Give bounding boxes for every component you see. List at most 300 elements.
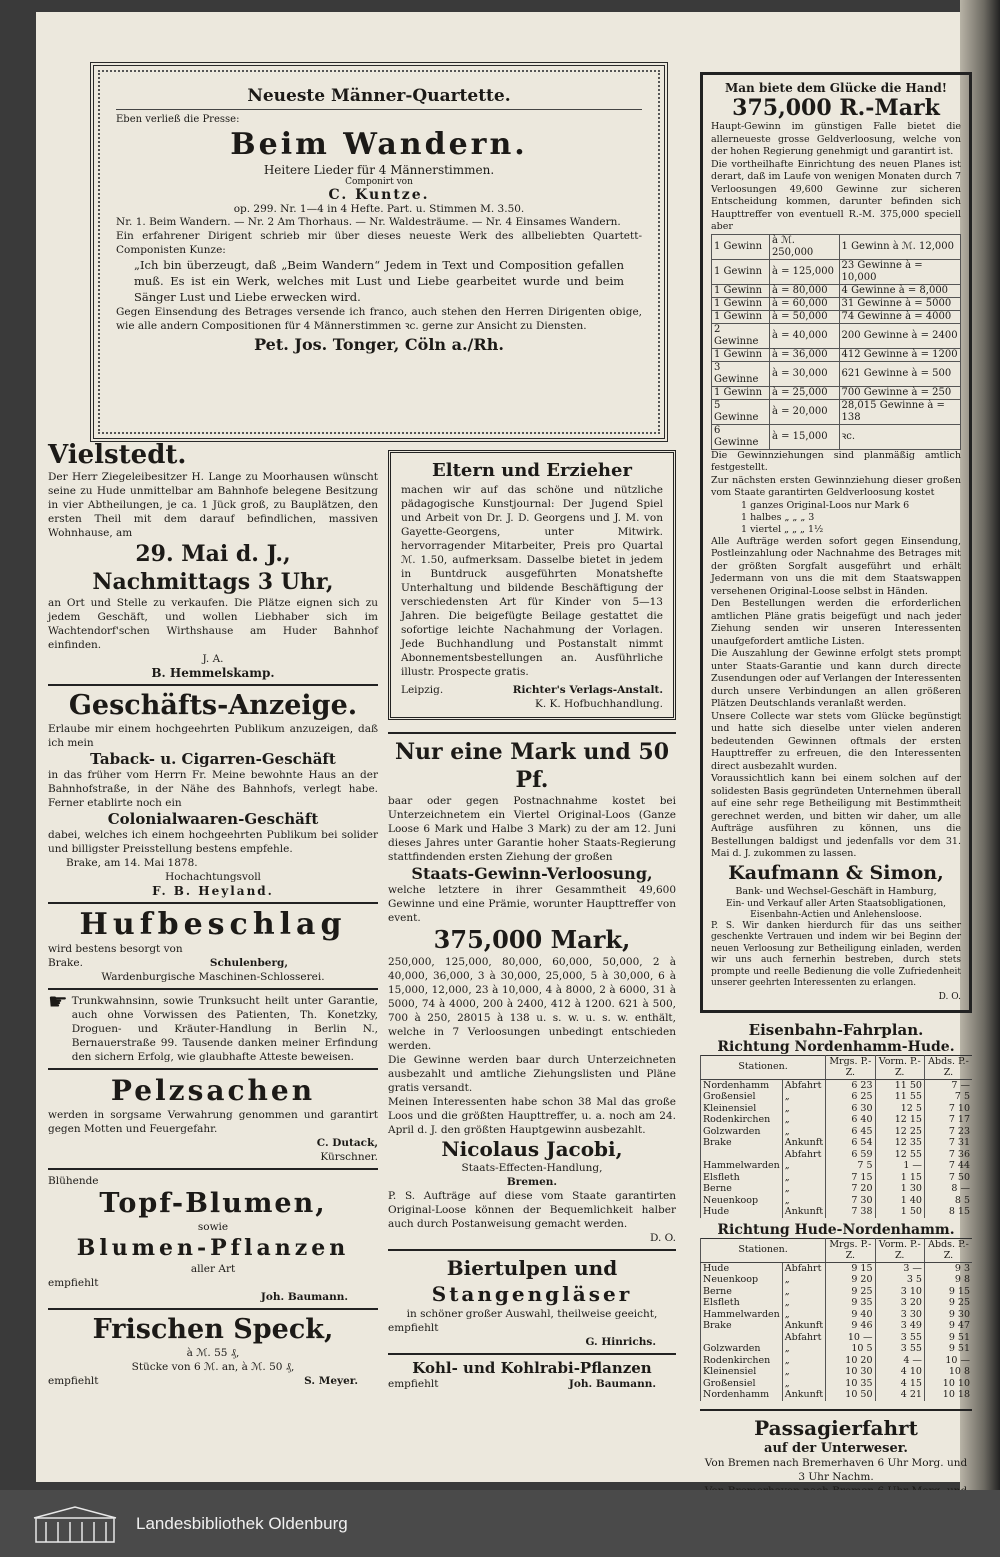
fahrplan <box>700 1021 972 1401</box>
speck-title: Frischen Speck, <box>92 1314 334 1345</box>
station-name: Berne <box>701 1286 783 1298</box>
arrival-departure: „ <box>782 1126 825 1138</box>
mark-text1: baar oder gegen Postnachnahme kostet bei Unterzeichnetem ein Viertel Original-Loos (Ganze Loose 6 Mark und Halbe 3 Mark) zu der am 12. Juni dieses Jahres unter Garantie hoher Staats-Regierung stattfindenden ersten Ziehung der großen <box>388 795 676 863</box>
arrival-departure: „ <box>782 1114 825 1126</box>
prize-cell: 200 Gewinne à = 2400 <box>839 323 960 348</box>
time-cell: 6 30 <box>826 1103 875 1115</box>
prize-cell: 700 Gewinne à = 250 <box>839 386 960 399</box>
divider <box>48 1308 378 1310</box>
arrival-departure: „ <box>782 1274 825 1286</box>
time-cell: 3 10 <box>875 1286 924 1298</box>
station-name: Berne <box>701 1183 783 1195</box>
prize-row <box>712 361 961 386</box>
time-cell: 10 — <box>924 1355 972 1367</box>
time-cell: 8 15 <box>924 1206 972 1218</box>
arrival-departure: Ankunft <box>782 1389 825 1401</box>
time-cell: 7 17 <box>924 1114 972 1126</box>
timetable-row <box>701 1114 973 1126</box>
fahrplan-dir2: Richtung Hude-Nordenhamm. <box>717 1221 955 1238</box>
timetable-row <box>701 1286 973 1298</box>
eltern-text: machen wir auf das schöne und nützliche pädagogische Kunstjournal: Der Jugend Spiel und Arbeit von Dr. J. D. Georgens und J. M. von Gayette-Georgens, unter Mitwirk. hervorragender Mitarbeiter, Preis pro Quartal ℳ. 1.50, aufmerksam. Dasselbe bietet in jedem in Buntdruck ausgeführten Monatshefte Unterhaltung und bildende Beschäftigung der verschiedensten Art für Kinder von 5—13 Jahren. Die beigefügte Beilage gestattet die sofortige leichte Nachahmung der Vorlagen. Jede Buchhandlung und Postanstalt nimmt Abonnementsbestellungen an. Ausführliche illustr. Prospecte gratis. <box>401 484 663 678</box>
arrival-departure: „ <box>782 1309 825 1321</box>
time-cell: 3 5 <box>875 1274 924 1286</box>
time-cell: 10 18 <box>924 1389 972 1401</box>
station-name: Kleinensiel <box>701 1366 783 1378</box>
vielstedt-text2: an Ort und Stelle zu verkaufen. Die Plätze eignen sich zu jedem Geschäft, und wollen Liebhaber sich im Wachtendorf'schen Wirthshause am Huder Bahnhof einfinden. <box>48 597 378 651</box>
col-stationen: Stationen. <box>701 1238 826 1262</box>
kohl-empf: empfiehlt <box>388 1378 439 1390</box>
pelz-title: Pelzsachen <box>110 1074 316 1107</box>
timetable-row <box>701 1262 973 1274</box>
blumen-pre: Blühende <box>48 1175 99 1187</box>
timetable-row <box>701 1389 973 1401</box>
prize-row <box>712 297 961 310</box>
kohl-title: Kohl- und Kohlrabi-Pflanzen <box>412 1359 652 1377</box>
lotterie-head: Man biete dem Glücke die Hand! <box>724 81 948 95</box>
prize-row <box>712 323 961 348</box>
col-abds: Abds. P.-Z. <box>924 1238 972 1262</box>
prize-cell: 4 Gewinne à = 8,000 <box>839 284 960 297</box>
prize-cell: 412 Gewinne à = 1200 <box>839 348 960 361</box>
divider <box>48 684 378 686</box>
timetable-row <box>701 1149 973 1161</box>
time-cell: 8 5 <box>924 1195 972 1207</box>
time-cell: 7 36 <box>924 1149 972 1161</box>
lotterie-text4: Zur nächsten ersten Gewinnziehung dieser großen vom Staate garantirten Geldverloosung kostet <box>711 474 961 498</box>
station-name: Hude <box>701 1206 783 1218</box>
station-name: Kleinensiel <box>701 1103 783 1115</box>
timetable-row <box>701 1274 973 1286</box>
station-name: Rodenkirchen <box>701 1114 783 1126</box>
timetable-row <box>701 1126 973 1138</box>
lotterie-prices <box>711 500 961 536</box>
arrival-departure: „ <box>782 1103 825 1115</box>
quartette-review-intro: Ein erfahrener Dirigent schrieb mir über dieses neueste Werk des allbeliebten Quartett-Componisten Kunze: <box>116 230 642 256</box>
pelz-sign: C. Dutack, <box>316 1137 378 1149</box>
timetable-row <box>701 1160 973 1172</box>
time-cell: 10 30 <box>826 1366 875 1378</box>
time-cell: 10 8 <box>924 1366 972 1378</box>
lotterie-text1: Haupt-Gewinn im günstigen Falle bietet die allerneueste grosse Geldverloosung, welche von der hohen Regierung genehmigt und garantirt ist. <box>711 121 961 157</box>
divider <box>388 1249 676 1251</box>
eltern-title: Eltern und Erzieher <box>432 460 632 481</box>
prize-cell: 74 Gewinne à = 4000 <box>839 310 960 323</box>
geschaeft-text1: Erlaube mir einem hochgeehrten Publikum anzuzeigen, daß ich mein <box>48 723 378 749</box>
prize-cell: à = 36,000 <box>769 348 839 361</box>
lotterie-text5: Alle Aufträge werden sofort gegen Einsendung, Postleinzahlung oder Nachnahme des Betrages mit der größten Sorgfalt ausgeführt und erhält Jedermann von uns die mit dem Staatswappen versehenen Original-Loose selbst in Händen. <box>711 535 961 597</box>
hufbeschlag-ad <box>48 908 378 984</box>
station-name: Großensiel <box>701 1091 783 1103</box>
speck-line2: Stücke von 6 ℳ. an, à ℳ. 50 ₰, <box>131 1361 295 1373</box>
column-left <box>48 440 378 1388</box>
blumen-title2: Blumen-Pflanzen <box>76 1235 350 1261</box>
speck-sign: S. Meyer. <box>304 1375 358 1387</box>
station-name: Golzwarden <box>701 1126 783 1138</box>
prize-cell: 621 Gewinne à = 500 <box>839 361 960 386</box>
arrival-departure: Abfahrt <box>782 1332 825 1344</box>
blumen-sub: aller Art <box>190 1263 236 1275</box>
time-cell: 7 — <box>924 1079 972 1091</box>
prize-cell: 1 Gewinn <box>712 259 770 284</box>
speck-empf: empfiehlt <box>48 1375 99 1387</box>
timetable-row <box>701 1355 973 1367</box>
column-middle <box>388 440 676 1391</box>
station-name: Elsfleth <box>701 1172 783 1184</box>
time-cell: 9 30 <box>924 1309 972 1321</box>
arrival-departure: „ <box>782 1172 825 1184</box>
time-cell: 12 25 <box>875 1126 924 1138</box>
prize-cell: à = 40,000 <box>769 323 839 348</box>
time-cell: 3 55 <box>875 1343 924 1355</box>
arrival-departure: Abfahrt <box>782 1149 825 1161</box>
prize-cell: ꝛc. <box>839 424 960 449</box>
vielstedt-sign: B. Hemmelskamp. <box>151 666 275 680</box>
timetable-row <box>701 1206 973 1218</box>
bier-ad <box>388 1255 676 1349</box>
prize-cell: 6 Gewinne <box>712 424 770 449</box>
geschaeft-text3: dabei, welches ich einem hochgeehrten Publikum bei solider und billigster Preisstellung bestens empfehle. <box>48 829 378 855</box>
time-cell: 12 55 <box>875 1149 924 1161</box>
time-cell: 9 3 <box>924 1262 972 1274</box>
time-cell: 7 50 <box>924 1172 972 1184</box>
timetable-row <box>701 1091 973 1103</box>
arrival-departure: „ <box>782 1366 825 1378</box>
arrival-departure: „ <box>782 1286 825 1298</box>
timetable-row <box>701 1297 973 1309</box>
timetable-row <box>701 1172 973 1184</box>
geschaeft-shop: Taback- u. Cigarren-Geschäft <box>90 750 336 768</box>
time-cell: 10 50 <box>826 1389 875 1401</box>
time-cell: 1 30 <box>875 1183 924 1195</box>
timetable-row <box>701 1320 973 1332</box>
vielstedt-text1: Der Herr Ziegeleibesitzer H. Lange zu Moorhausen wünscht seine zu Hude unmittelbar am Bahnhofe belegene Besitzung in vier Abtheilungen, je ca. 1 Jück groß, zu Bauplätzen, den ersten Theil mit dem darauf befindlichen, massiven Wohnhause, am <box>48 471 378 539</box>
eltern-ad <box>388 450 676 720</box>
lotterie-text2: Die vortheilhafte Einrichtung des neuen Planes ist derart, daß im Laufe von wenigen Monaten durch 7 Verloosungen 49,600 Gewinne zur sicheren Entscheidung kommen, darunter befinden sich Haupttreffer von eventuell R.-M. 375,000 speciell aber <box>711 158 961 232</box>
mark-text5: Meinen Interessenten habe schon 38 Mal das große Loos und die größten Haupttreffer, u. a. noch am 24. April d. J. den größten Hauptgewinn ausbezahlt. <box>388 1096 676 1136</box>
prize-cell: 1 Gewinn <box>712 297 770 310</box>
station-name: Hammelwarden <box>701 1160 783 1172</box>
quartette-numbers: Nr. 1. Beim Wandern. — Nr. 2 Am Thorhaus. — Nr. Waldesträume. — Nr. 4 Einsames Wandern. <box>116 216 621 228</box>
geschaeft-ad <box>48 690 378 898</box>
passagier-title: Passagierfahrt <box>754 1415 918 1440</box>
time-cell: 9 8 <box>924 1274 972 1286</box>
time-cell: 8 — <box>924 1183 972 1195</box>
arrival-departure: „ <box>782 1355 825 1367</box>
vielstedt-place: Vielstedt. <box>48 440 187 470</box>
price-line: 1 ganzes Original-Loos nur Mark 6 <box>741 499 910 511</box>
prize-cell: 1 Gewinn <box>712 234 770 259</box>
prize-row <box>712 424 961 449</box>
timetable-row <box>701 1332 973 1344</box>
kohl-sign: Joh. Baumann. <box>568 1378 656 1390</box>
prize-table <box>711 234 961 450</box>
station-name <box>701 1332 783 1344</box>
blumen-ad <box>48 1174 378 1304</box>
time-cell: 7 30 <box>826 1195 875 1207</box>
time-cell: 7 15 <box>826 1172 875 1184</box>
station-name: Nordenhamm <box>701 1389 783 1401</box>
arrival-departure: Ankunft <box>782 1320 825 1332</box>
prize-cell: à = 20,000 <box>769 399 839 424</box>
station-name: Neuenkoop <box>701 1274 783 1286</box>
timetable-row <box>701 1366 973 1378</box>
vielstedt-time: Nachmittags 3 Uhr, <box>92 569 334 595</box>
lotterie-text9: Voraussichtlich kann bei einem solchen auf der solidesten Basis gegründeten Unternehmen überall auf eine sehr rege Betheiligung mit Bestimmtheit gerechnet werden, und bitten wir daher, um alle Aufträge ausführen zu können, uns die Bestellungen baldigst und jedenfalls vor dem 31. Mai d. J. zukommen zu lassen. <box>711 773 961 859</box>
prize-row <box>712 284 961 297</box>
station-name: Nordenhamm <box>701 1079 783 1091</box>
prize-cell: 5 Gewinne <box>712 399 770 424</box>
divider <box>388 732 676 734</box>
lotterie-ad <box>700 72 972 1013</box>
hufbeschlag-sub: Wardenburgische Maschinen-Schlosserei. <box>101 971 325 983</box>
time-cell: 1 40 <box>875 1195 924 1207</box>
quartette-composer: C. Kuntze. <box>328 187 430 203</box>
col-abds: Abds. P.-Z. <box>924 1055 972 1079</box>
time-cell: 9 20 <box>826 1274 875 1286</box>
prize-cell: à = 15,000 <box>769 424 839 449</box>
station-name: Hude <box>701 1262 783 1274</box>
arrival-departure: Ankunft <box>782 1206 825 1218</box>
mark-ad <box>388 738 676 1245</box>
lotterie-sub: Bank- und Wechsel-Geschäft in Hamburg, <box>735 885 937 897</box>
time-cell: 10 — <box>826 1332 875 1344</box>
station-name: Brake <box>701 1137 783 1149</box>
arrival-departure: „ <box>782 1343 825 1355</box>
col-vorm: Vorm. P.-Z. <box>875 1238 924 1262</box>
eltern-place: Leipzig. <box>401 684 444 696</box>
prize-row <box>712 310 961 323</box>
geschaeft-text2: in das früher vom Herrn Fr. Meine bewohnte Haus an der Bahnhofstraße, in der Nähe des Bahnhofs, verlegt habe. Ferner etablirte noch ein <box>48 769 378 809</box>
passagier-line1: Von Bremen nach Bremerhaven 6 Uhr Morg. und 3 Uhr Nachm. <box>704 1456 968 1483</box>
quartette-subtitle: Heitere Lieder für 4 Männerstimmen. <box>263 163 495 177</box>
speck-line1: à ℳ. 55 ₰, <box>186 1347 240 1359</box>
mark-text2: welche letztere in ihrer Gesammtheit 49,600 Gewinne und eine Prämie, worunter Haupttreffer von event. <box>388 884 676 924</box>
time-cell: 6 54 <box>826 1137 875 1149</box>
lotterie-text7: Die Auszahlung der Gewinne erfolgt stets prompt unter Staats-Garantie und kann durch directe Zusendungen oder auf Verlangen der Interessenten durch unsere Verbindungen an allen größeren Plätzen Deutschlands veranlaßt werden. <box>711 648 961 709</box>
eltern-sign: Richter's Verlags-Anstalt. <box>512 684 663 696</box>
col-vorm: Vorm. P.-Z. <box>875 1055 924 1079</box>
prize-cell: 1 Gewinn <box>712 348 770 361</box>
pelz-sub: Kürschner. <box>320 1151 378 1163</box>
quartette-quote: „Ich bin überzeugt, daß „Beim Wandern“ Jedem in Text und Composition gefallen muß. Es ist ein Werk, welches mit Lust und Liebe gearbeitet wurde und beim Sänger Lust und Liebe erwecken wird. <box>134 258 624 304</box>
mark-text4: Die Gewinne werden baar durch Unterzeichneten ausbezahlt und amtliche Ziehungslisten und Pläne gratis versandt. <box>388 1054 676 1094</box>
prize-cell: 1 Gewinn <box>712 310 770 323</box>
lotterie-ps: P. S. Wir danken hierdurch für das uns seither geschenkte Vertrauen und indem wir bei Beginn der neuen Verloosung zur Betheiligung einladen, werden wir uns auch fernerhin bestreben, durch stets prompte und reelle Bedienung die volle Zufriedenheit unserer geehrten Interessenten zu erlangen. <box>711 920 961 988</box>
time-cell: 12 35 <box>875 1137 924 1149</box>
prize-cell: 28,015 Gewinne à = 138 <box>839 399 960 424</box>
time-cell: 6 40 <box>826 1114 875 1126</box>
timetable-row <box>701 1309 973 1321</box>
column-right <box>700 72 972 1512</box>
time-cell: 12 15 <box>875 1114 924 1126</box>
time-cell: 1 15 <box>875 1172 924 1184</box>
time-cell: 7 38 <box>826 1206 875 1218</box>
divider <box>48 1068 378 1070</box>
prize-row <box>712 234 961 259</box>
speck-ad <box>48 1314 378 1388</box>
time-cell: 7 5 <box>924 1091 972 1103</box>
lotterie-text6: Den Bestellungen werden die erforderlichen amtlichen Pläne gratis beigefügt und nach jeder Ziehung senden wir unseren Interessenten unaufgefordert amtliche Listen. <box>711 598 961 647</box>
blumen-title: Topf-Blumen, <box>99 1188 327 1219</box>
blumen-empf: empfiehlt <box>48 1277 99 1289</box>
mark-lotto: Staats-Gewinn-Verloosung, <box>411 864 653 883</box>
time-cell: 7 31 <box>924 1137 972 1149</box>
time-cell: 3 30 <box>875 1309 924 1321</box>
library-name: Landesbibliothek Oldenburg <box>136 1514 348 1533</box>
prize-cell: 3 Gewinne <box>712 361 770 386</box>
arrival-departure: „ <box>782 1195 825 1207</box>
geschaeft-regards: Hochachtungsvoll <box>165 871 261 883</box>
station-name: Hammelwarden <box>701 1309 783 1321</box>
time-cell: 12 5 <box>875 1103 924 1115</box>
prize-cell: à ℳ. 250,000 <box>769 234 839 259</box>
time-cell: 9 47 <box>924 1320 972 1332</box>
station-name <box>701 1149 783 1161</box>
time-cell: 11 55 <box>875 1091 924 1103</box>
divider <box>48 988 378 990</box>
mark-city: Bremen. <box>506 1176 558 1188</box>
time-cell: 9 15 <box>826 1262 875 1274</box>
time-cell: 7 5 <box>826 1160 875 1172</box>
time-cell: 10 20 <box>826 1355 875 1367</box>
prize-cell: à = 50,000 <box>769 310 839 323</box>
prize-cell: à = 80,000 <box>769 284 839 297</box>
time-cell: 3 20 <box>875 1297 924 1309</box>
lotterie-text8: Unsere Collecte war stets vom Glücke begünstigt und hatte sich dieselbe unter vielen anderen bedeutenden Gewinnen oftmals der ersten Haupttreffer zu erfreuen, die den Interessenten direct ausbezahlt wurden. <box>711 710 961 772</box>
bier-title: Biertulpen und <box>446 1256 618 1280</box>
time-cell: 11 50 <box>875 1079 924 1091</box>
vielstedt-date: 29. Mai d. J., <box>135 541 291 567</box>
time-cell: 4 — <box>875 1355 924 1367</box>
timetable-row <box>701 1079 973 1091</box>
prize-cell: 1 Gewinn <box>712 284 770 297</box>
lotterie-amount: 375,000 R.-Mark <box>732 95 940 121</box>
bier-text: in schöner großer Auswahl, theilweise geeicht, <box>406 1308 658 1320</box>
pelz-text: werden in sorgsame Verwahrung genommen und garantirt gegen Motten und Feuergefahr. <box>48 1109 378 1135</box>
divider <box>388 1353 676 1355</box>
time-cell: 6 23 <box>826 1079 875 1091</box>
prize-cell: 1 Gewinn à ℳ. 12,000 <box>839 234 960 259</box>
trunk-ad <box>48 990 378 1064</box>
geschaeft-shop2: Colonialwaaren-Geschäft <box>107 810 319 828</box>
timetable-row <box>701 1137 973 1149</box>
quartette-heading: Neueste Männer-Quartette. <box>247 86 511 106</box>
time-cell: 6 45 <box>826 1126 875 1138</box>
time-cell: 3 49 <box>875 1320 924 1332</box>
time-cell: 6 25 <box>826 1091 875 1103</box>
timetable-row <box>701 1343 973 1355</box>
quartette-opus: op. 299. Nr. 1—4 in 4 Hefte. Part. u. Stimmen M. 3.50. <box>233 203 525 215</box>
station-name: Großensiel <box>701 1378 783 1390</box>
time-cell: 9 46 <box>826 1320 875 1332</box>
arrival-departure: „ <box>782 1297 825 1309</box>
divider <box>116 109 642 110</box>
bier-empf: empfiehlt <box>388 1322 439 1334</box>
time-cell: 9 40 <box>826 1309 875 1321</box>
hufbeschlag-place: Brake. <box>48 957 83 969</box>
time-cell: 10 5 <box>826 1343 875 1355</box>
arrival-departure: „ <box>782 1160 825 1172</box>
divider <box>700 1409 972 1411</box>
time-cell: 7 10 <box>924 1103 972 1115</box>
arrival-departure: „ <box>782 1183 825 1195</box>
time-cell: 9 51 <box>924 1332 972 1344</box>
fahrplan-dir1: Richtung Nordenhamm-Hude. <box>717 1038 955 1055</box>
lotterie-do: D. O. <box>938 991 961 1002</box>
time-cell: 10 10 <box>924 1378 972 1390</box>
station-name: Elsfleth <box>701 1297 783 1309</box>
quartette-publisher: Pet. Jos. Tonger, Cöln a./Rh. <box>254 335 504 354</box>
station-name: Rodenkirchen <box>701 1355 783 1367</box>
library-building-icon <box>30 1504 120 1544</box>
timetable-row <box>701 1195 973 1207</box>
arrival-departure: Abfahrt <box>782 1079 825 1091</box>
time-cell: 1 — <box>875 1160 924 1172</box>
fahrplan-title: Eisenbahn-Fahrplan. <box>748 1020 924 1039</box>
time-cell: 9 35 <box>826 1297 875 1309</box>
mark-ps: P. S. Aufträge auf diese vom Staate garantirten Original-Loose können der Bequemlichkeit halber auch durch Postanweisung gemacht werden. <box>388 1190 676 1230</box>
time-cell: 7 20 <box>826 1183 875 1195</box>
arrival-departure: Abfahrt <box>782 1262 825 1274</box>
divider <box>48 902 378 904</box>
lotterie-text3: Die Gewinnziehungen sind planmäßig amtlich festgestellt. <box>711 449 961 473</box>
timetable-row <box>701 1103 973 1115</box>
footer-bar <box>0 1490 1000 1557</box>
prize-cell: à = 125,000 <box>769 259 839 284</box>
time-cell: 9 51 <box>924 1343 972 1355</box>
prize-cell: 23 Gewinne à = 10,000 <box>839 259 960 284</box>
time-cell: 4 10 <box>875 1366 924 1378</box>
blumen-sign: Joh. Baumann. <box>260 1291 348 1303</box>
kohl-ad <box>388 1359 676 1391</box>
col-stationen: Stationen. <box>701 1055 826 1079</box>
mark-sign: Nicolaus Jacobi, <box>441 1137 623 1161</box>
timetable-1 <box>700 1055 972 1218</box>
time-cell: 3 — <box>875 1262 924 1274</box>
prize-row <box>712 399 961 424</box>
prize-cell: à = 60,000 <box>769 297 839 310</box>
arrival-departure: „ <box>782 1378 825 1390</box>
col-mrgs: Mrgs. P.-Z. <box>826 1238 875 1262</box>
vielstedt-ad <box>48 440 378 680</box>
bier-title2: Stangengläser <box>431 1282 633 1306</box>
time-cell: 1 50 <box>875 1206 924 1218</box>
time-cell: 4 15 <box>875 1378 924 1390</box>
prize-cell: 31 Gewinne à = 5000 <box>839 297 960 310</box>
quartette-ad-frame <box>90 62 668 442</box>
station-name: Brake <box>701 1320 783 1332</box>
time-cell: 6 59 <box>826 1149 875 1161</box>
pelz-ad <box>48 1074 378 1164</box>
quartette-intro: Eben verließ die Presse: <box>116 114 240 125</box>
time-cell: 10 35 <box>826 1378 875 1390</box>
prize-cell: 2 Gewinne <box>712 323 770 348</box>
price-line: 1 halbes „ „ „ 3 <box>741 511 815 523</box>
time-cell: 4 21 <box>875 1389 924 1401</box>
lotterie-sub2: Ein- und Verkauf aller Arten Staatsobligationen, Eisenbahn-Actien und Anlehensloose. <box>726 898 946 920</box>
price-line: 1 viertel „ „ „ 1½ <box>741 523 824 535</box>
timetable-2 <box>700 1238 972 1401</box>
hufbeschlag-title: Hufbeschlag <box>79 907 347 942</box>
geschaeft-sign: F. B. Heyland. <box>152 884 274 898</box>
quartette-title: Beim Wandern. <box>230 127 528 162</box>
lotterie-sign: Kaufmann & Simon, <box>728 861 944 884</box>
time-cell: 9 25 <box>826 1286 875 1298</box>
station-name: Neuenkoop <box>701 1195 783 1207</box>
prize-row <box>712 348 961 361</box>
blumen-sowie: sowie <box>197 1221 229 1233</box>
prize-row <box>712 386 961 399</box>
